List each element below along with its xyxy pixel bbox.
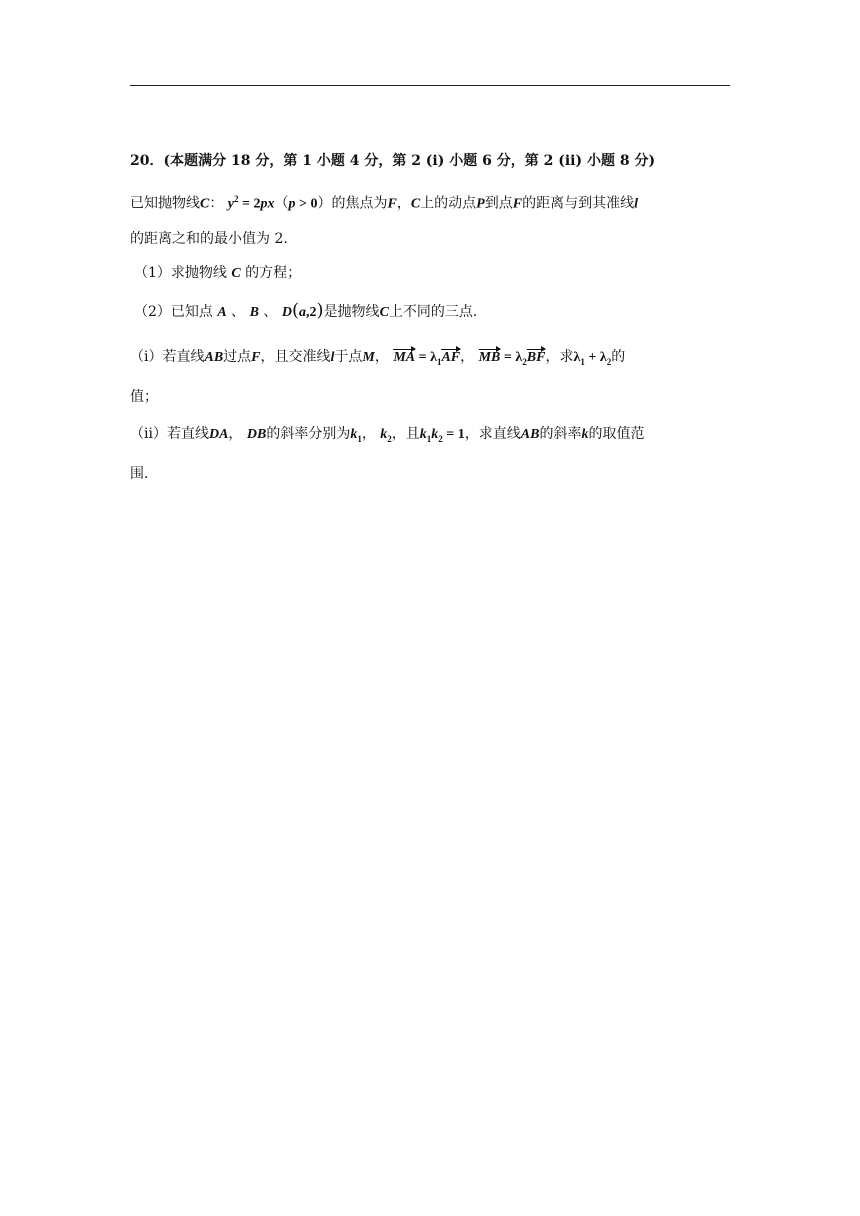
part-2-i-line-1: （ⅰ）若直线AB过点F，且交准线l于点M， MA = $\lambda_1AF$， MB = $\lambda_2BF$，求$\lambda_1 + \lambda_2$的 [130, 349, 626, 367]
part-2: （2）已知点 A 、 B 、 D(a,2)是抛物线C上不同的三点． [134, 300, 487, 321]
part-2-i-line-2: 值； [130, 389, 158, 405]
problem-stem-line-1: 已知抛物线C： $y^2 = 2px(p > 0)$的焦点为F，C上的动点P到点F的距离与到其准线l [130, 194, 638, 212]
part-1: （1）求抛物线 C 的方程； [134, 265, 302, 281]
part-2-ii-line-2: 围． [130, 466, 158, 482]
problem-stem-line-2: 的距离之和的最小值为 2． [130, 231, 298, 247]
part-2-ii-line-1: （ⅱ）若直线DA， DB的斜率分别为$k_1$， $k_2$，且$k_1k_2 = 1$，求直线AB的斜率k的取值范 [130, 426, 645, 444]
header-rule [130, 85, 730, 86]
question-header: 20．(本题满分 18 分，第 1 小题 4 分，第 2 (i) 小题 6 分，第 2 (ii) 小题 8 分) [130, 153, 656, 169]
